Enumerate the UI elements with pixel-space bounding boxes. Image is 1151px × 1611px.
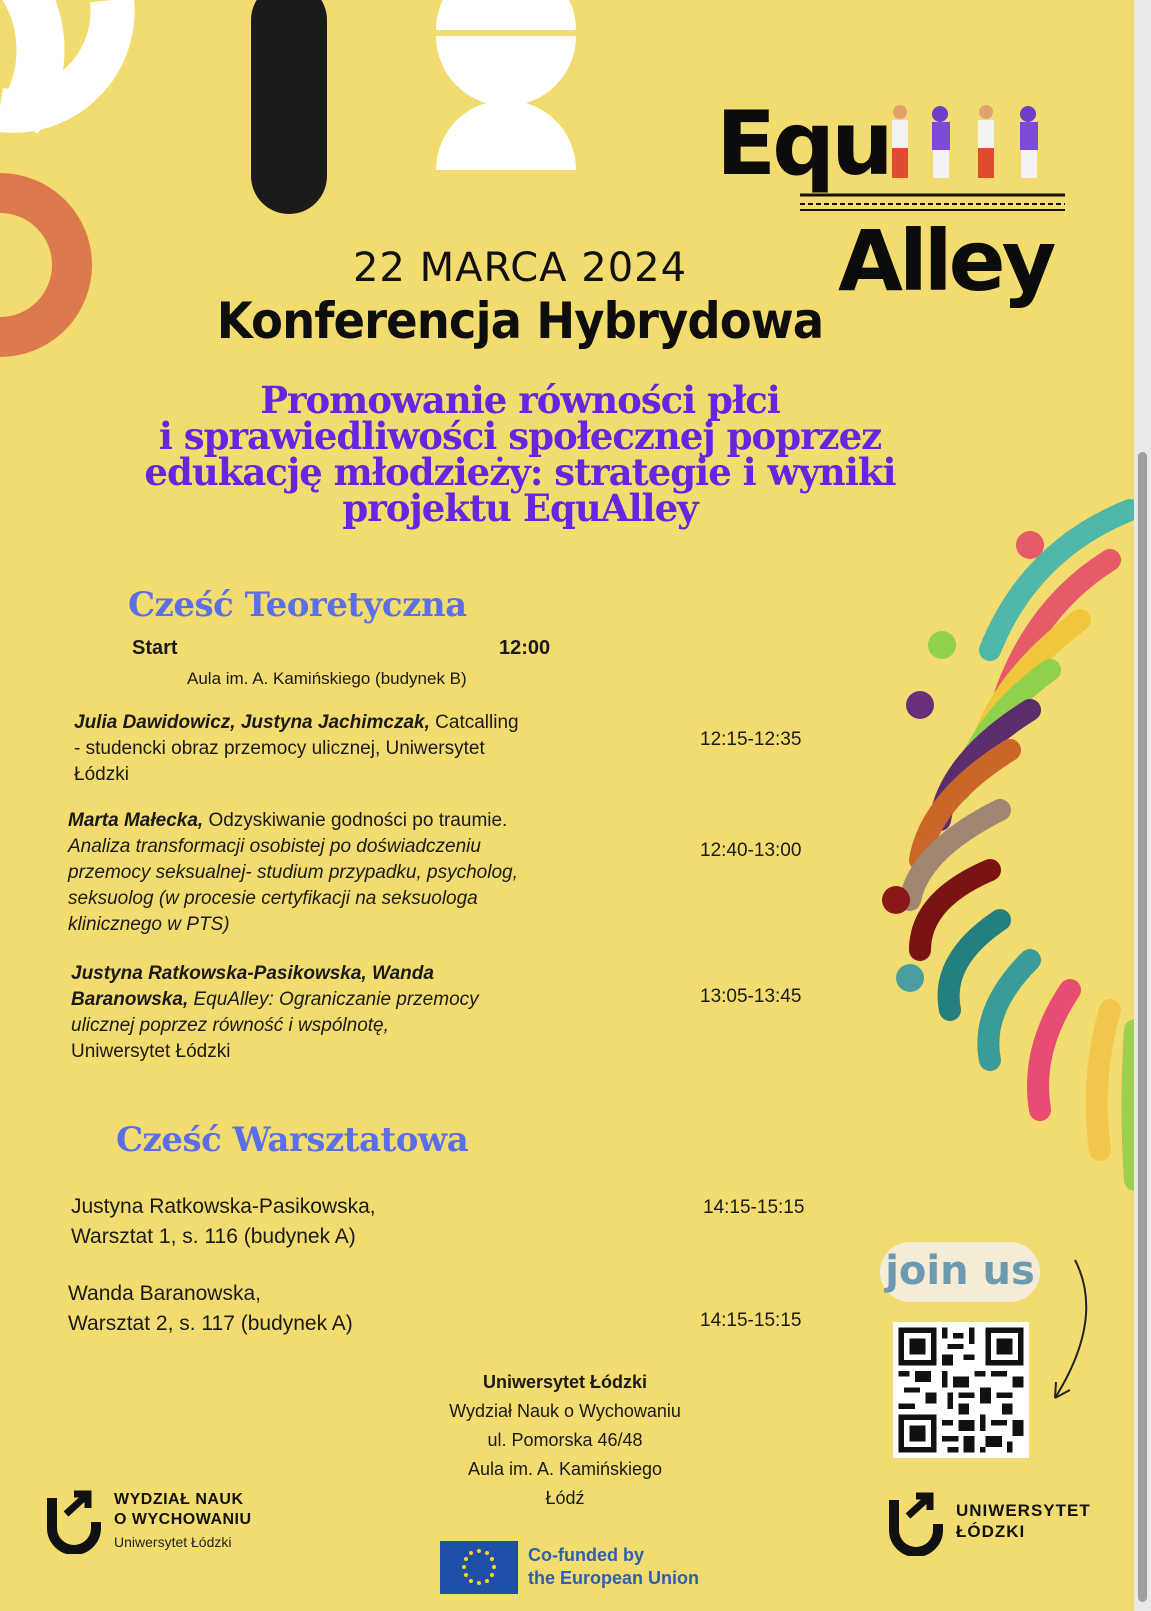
eu-text-line: Co-funded by [528, 1545, 644, 1565]
qr-code[interactable] [893, 1322, 1029, 1458]
university-logo-icon [886, 1490, 948, 1556]
join-us-badge: join us [880, 1242, 1040, 1302]
scrollbar-thumb[interactable] [1138, 452, 1147, 1602]
address-line: Wydział Nauk o Wychowaniu [449, 1401, 681, 1421]
workshop-location: Warsztat 1, s. 116 (budynek A) [71, 1225, 356, 1248]
faculty-logo-line: O WYCHOWANIU [114, 1511, 252, 1528]
section-heading-workshops: Cześć Warsztatowa [116, 1120, 469, 1160]
venue-address [420, 1368, 710, 1513]
talk-time: 12:15-12:35 [700, 729, 802, 750]
title-line: Promowanie równości płci [260, 378, 780, 422]
talk-line: Łódzki [74, 764, 129, 785]
event-subtitle: Konferencja Hybrydowa [216, 292, 824, 350]
faculty-logo-line: WYDZIAŁ NAUK [114, 1491, 244, 1508]
venue-text: Aula im. A. Kamińskiego (budynek B) [187, 669, 467, 688]
equalley-logo-alley: Alley [838, 212, 1053, 310]
talk-speakers: Marta Małecka, [68, 810, 204, 831]
talk-line [68, 808, 668, 834]
talk-item [68, 808, 668, 938]
white-half-circle-shape [436, 100, 576, 170]
faculty-logo-subtitle: Uniwersytet Łódzki [114, 1534, 232, 1550]
faculty-logo-icon [44, 1488, 106, 1554]
talk-line: klinicznego w PTS) [68, 914, 230, 935]
section-heading-theory: Cześć Teoretyczna [128, 585, 467, 625]
white-half-circle-shape [436, 0, 576, 30]
start-label: Start [132, 637, 178, 659]
workshop-leader: Justyna Ratkowska-Pasikowska, [71, 1195, 376, 1218]
university-logo-text [956, 1500, 1091, 1542]
talk-title: Odzyskiwanie godności po traumie. [203, 810, 508, 831]
talk-time: 13:05-13:45 [700, 986, 802, 1007]
faculty-logo-text [114, 1490, 252, 1530]
talk-item [71, 961, 671, 1065]
talk-speakers: Justyna Ratkowska-Pasikowska, Wanda [71, 963, 434, 984]
talk-title: EquAlley: Ograniczanie przemocy [188, 989, 479, 1010]
workshop-leader: Wanda Baranowska, [68, 1282, 261, 1305]
address-line: Łódź [545, 1488, 585, 1508]
address-line: Aula im. A. Kamińskiego [467, 1459, 663, 1479]
university-logo-line: ŁÓDZKI [956, 1522, 1026, 1541]
walking-people-illustration [800, 100, 1070, 220]
talk-line [74, 710, 634, 736]
workshop-time: 14:15-15:15 [703, 1197, 805, 1218]
university-logo-line: UNIWERSYTET [956, 1501, 1091, 1520]
talk-time: 12:40-13:00 [700, 840, 802, 861]
title-line: projektu EquAlley [342, 486, 698, 530]
workshop-item [71, 1192, 376, 1252]
title-line: edukację młodzieży: strategie i wyniki [144, 450, 896, 494]
white-half-circle-shape [436, 36, 576, 106]
title-line: i sprawiedliwości społecznej poprzez [158, 414, 882, 458]
talk-line: Analiza transformacji osobistej po doświadczeniu [68, 836, 481, 857]
eu-cofunded-text [528, 1544, 699, 1590]
workshop-time: 14:15-15:15 [700, 1310, 802, 1331]
eu-flag-icon [440, 1541, 518, 1594]
talk-line: przemocy seksualnej- studium przypadku, psycholog, [68, 862, 518, 883]
workshop-location: Warsztat 2, s. 117 (budynek A) [68, 1312, 353, 1335]
talk-speakers: Julia Dawidowicz, Justyna Jachimczak, [74, 712, 430, 733]
event-title [120, 378, 920, 530]
talk-line: seksuolog (w procesie certyfikacji na seksuologa [68, 888, 478, 909]
workshop-item [68, 1279, 353, 1339]
eu-text-line: the European Union [528, 1568, 699, 1588]
address-university: Uniwersytet Łódzki [482, 1372, 648, 1392]
talk-title: Catcalling [429, 712, 519, 733]
event-date: 22 MARCA 2024 [352, 245, 688, 291]
talk-line: - studencki obraz przemocy ulicznej, Uniwersytet [74, 738, 485, 759]
talk-line: Uniwersytet Łódzki [71, 1041, 231, 1062]
talk-item [74, 710, 634, 788]
equalley-logo-equ: Equ [716, 92, 890, 195]
address-line: ul. Pomorska 46/48 [487, 1430, 643, 1450]
curved-arrow-icon [1050, 1258, 1100, 1408]
people-circle-illustration [880, 490, 1135, 1210]
talk-line: ulicznej poprzez równość i wspólnotę, [71, 1015, 389, 1036]
talk-speakers: Baranowska, [71, 989, 189, 1010]
start-time: 12:00 [499, 637, 551, 659]
talk-line [71, 987, 671, 1013]
